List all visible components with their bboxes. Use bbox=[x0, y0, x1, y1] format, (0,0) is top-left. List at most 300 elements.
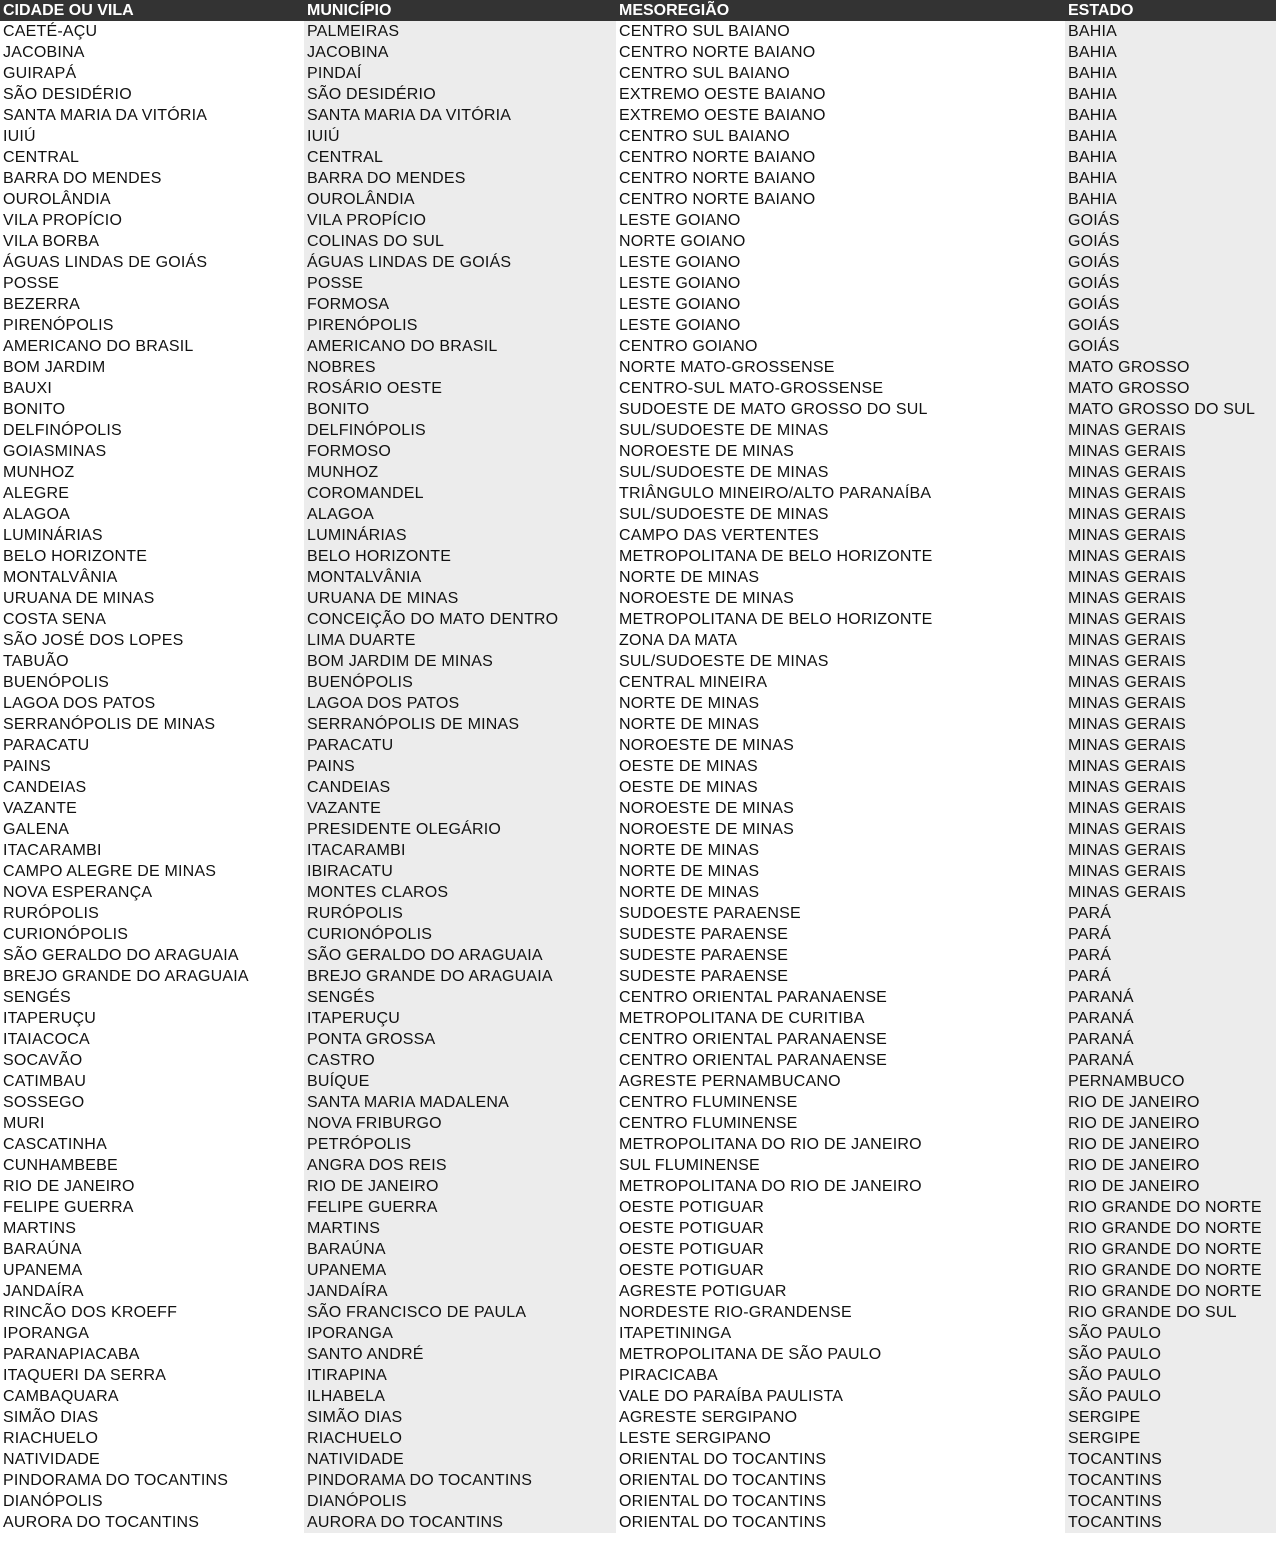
cell-mesoregiao: LESTE GOIANO bbox=[616, 252, 1065, 273]
cell-mesoregiao: NOROESTE DE MINAS bbox=[616, 735, 1065, 756]
cell-municipio: PAINS bbox=[304, 756, 616, 777]
cell-mesoregiao: CENTRO SUL BAIANO bbox=[616, 63, 1065, 84]
cell-cidade: LUMINÁRIAS bbox=[0, 525, 304, 546]
cell-mesoregiao: NOROESTE DE MINAS bbox=[616, 588, 1065, 609]
cell-estado: GOIÁS bbox=[1065, 231, 1276, 252]
cell-cidade: PAINS bbox=[0, 756, 304, 777]
table-row bbox=[0, 147, 1276, 168]
cell-cidade: ALAGOA bbox=[0, 504, 304, 525]
cell-cidade: OUROLÂNDIA bbox=[0, 189, 304, 210]
cell-municipio: NOBRES bbox=[304, 357, 616, 378]
cell-municipio: BUENÓPOLIS bbox=[304, 672, 616, 693]
cell-cidade: ITAQUERI DA SERRA bbox=[0, 1365, 304, 1386]
cell-estado: RIO GRANDE DO SUL bbox=[1065, 1302, 1276, 1323]
cell-estado: BAHIA bbox=[1065, 42, 1276, 63]
cell-estado: MINAS GERAIS bbox=[1065, 504, 1276, 525]
cell-mesoregiao: CENTRO ORIENTAL PARANAENSE bbox=[616, 1029, 1065, 1050]
cell-mesoregiao: CENTRO ORIENTAL PARANAENSE bbox=[616, 1050, 1065, 1071]
cell-cidade: IUIÚ bbox=[0, 126, 304, 147]
table-row bbox=[0, 189, 1276, 210]
cell-cidade: CATIMBAU bbox=[0, 1071, 304, 1092]
table-row bbox=[0, 126, 1276, 147]
cell-mesoregiao: AGRESTE POTIGUAR bbox=[616, 1281, 1065, 1302]
table-row bbox=[0, 1491, 1276, 1512]
cell-estado: TOCANTINS bbox=[1065, 1470, 1276, 1491]
cell-cidade: BEZERRA bbox=[0, 294, 304, 315]
cell-municipio: JACOBINA bbox=[304, 42, 616, 63]
cell-mesoregiao: SUDOESTE PARAENSE bbox=[616, 903, 1065, 924]
cell-estado: RIO DE JANEIRO bbox=[1065, 1134, 1276, 1155]
cell-estado: PARÁ bbox=[1065, 924, 1276, 945]
cell-estado: SÃO PAULO bbox=[1065, 1365, 1276, 1386]
cell-estado: MINAS GERAIS bbox=[1065, 840, 1276, 861]
table-row bbox=[0, 420, 1276, 441]
cell-municipio: MUNHOZ bbox=[304, 462, 616, 483]
cell-estado: RIO DE JANEIRO bbox=[1065, 1176, 1276, 1197]
cell-municipio: VAZANTE bbox=[304, 798, 616, 819]
cell-estado: MINAS GERAIS bbox=[1065, 630, 1276, 651]
cell-mesoregiao: NOROESTE DE MINAS bbox=[616, 798, 1065, 819]
cell-municipio: BARRA DO MENDES bbox=[304, 168, 616, 189]
table-row bbox=[0, 1428, 1276, 1449]
cell-municipio: PONTA GROSSA bbox=[304, 1029, 616, 1050]
cell-cidade: MURI bbox=[0, 1113, 304, 1134]
cell-cidade: PARANAPIACABA bbox=[0, 1344, 304, 1365]
table-row bbox=[0, 861, 1276, 882]
cell-cidade: TABUÃO bbox=[0, 651, 304, 672]
table-row bbox=[0, 1092, 1276, 1113]
cell-municipio: VILA PROPÍCIO bbox=[304, 210, 616, 231]
cell-mesoregiao: SUDESTE PARAENSE bbox=[616, 966, 1065, 987]
cell-cidade: AMERICANO DO BRASIL bbox=[0, 336, 304, 357]
cell-mesoregiao: SUL/SUDOESTE DE MINAS bbox=[616, 462, 1065, 483]
cell-estado: GOIÁS bbox=[1065, 252, 1276, 273]
cell-municipio: SÃO GERALDO DO ARAGUAIA bbox=[304, 945, 616, 966]
cell-mesoregiao: CENTRO FLUMINENSE bbox=[616, 1092, 1065, 1113]
header-cidade-ou-vila: CIDADE OU VILA bbox=[0, 0, 304, 21]
table-row bbox=[0, 1239, 1276, 1260]
table-header bbox=[0, 0, 1276, 21]
cell-mesoregiao: LESTE GOIANO bbox=[616, 294, 1065, 315]
cell-municipio: SENGÉS bbox=[304, 987, 616, 1008]
cell-municipio: UPANEMA bbox=[304, 1260, 616, 1281]
cell-mesoregiao: NORTE GOIANO bbox=[616, 231, 1065, 252]
table-row bbox=[0, 462, 1276, 483]
cell-estado: BAHIA bbox=[1065, 147, 1276, 168]
table-row bbox=[0, 1071, 1276, 1092]
cell-estado: MINAS GERAIS bbox=[1065, 819, 1276, 840]
table-row bbox=[0, 1512, 1276, 1533]
cell-estado: BAHIA bbox=[1065, 126, 1276, 147]
cell-municipio: BELO HORIZONTE bbox=[304, 546, 616, 567]
cell-mesoregiao: CENTRO-SUL MATO-GROSSENSE bbox=[616, 378, 1065, 399]
cell-estado: TOCANTINS bbox=[1065, 1449, 1276, 1470]
table-row bbox=[0, 840, 1276, 861]
table-row bbox=[0, 672, 1276, 693]
cell-estado: MINAS GERAIS bbox=[1065, 441, 1276, 462]
cell-municipio: LIMA DUARTE bbox=[304, 630, 616, 651]
cell-mesoregiao: ORIENTAL DO TOCANTINS bbox=[616, 1470, 1065, 1491]
cell-municipio: AURORA DO TOCANTINS bbox=[304, 1512, 616, 1533]
cell-estado: BAHIA bbox=[1065, 189, 1276, 210]
cell-cidade: ITAIACOCA bbox=[0, 1029, 304, 1050]
cell-cidade: FELIPE GUERRA bbox=[0, 1197, 304, 1218]
cell-estado: PARANÁ bbox=[1065, 1050, 1276, 1071]
table-row bbox=[0, 84, 1276, 105]
cell-cidade: PIRENÓPOLIS bbox=[0, 315, 304, 336]
table-row bbox=[0, 546, 1276, 567]
cell-cidade: BOM JARDIM bbox=[0, 357, 304, 378]
cell-mesoregiao: LESTE SERGIPANO bbox=[616, 1428, 1065, 1449]
table-row bbox=[0, 1365, 1276, 1386]
cell-mesoregiao: CENTRO SUL BAIANO bbox=[616, 21, 1065, 42]
cell-estado: BAHIA bbox=[1065, 63, 1276, 84]
table-row bbox=[0, 1260, 1276, 1281]
cell-municipio: LAGOA DOS PATOS bbox=[304, 693, 616, 714]
cell-municipio: ÁGUAS LINDAS DE GOIÁS bbox=[304, 252, 616, 273]
cell-mesoregiao: OESTE POTIGUAR bbox=[616, 1239, 1065, 1260]
table-row bbox=[0, 504, 1276, 525]
table-row bbox=[0, 798, 1276, 819]
cell-estado: SÃO PAULO bbox=[1065, 1386, 1276, 1407]
cell-municipio: SERRANÓPOLIS DE MINAS bbox=[304, 714, 616, 735]
cell-estado: BAHIA bbox=[1065, 21, 1276, 42]
cell-municipio: PALMEIRAS bbox=[304, 21, 616, 42]
cell-estado: RIO DE JANEIRO bbox=[1065, 1092, 1276, 1113]
cell-mesoregiao: METROPOLITANA DE SÃO PAULO bbox=[616, 1344, 1065, 1365]
cell-mesoregiao: METROPOLITANA DE BELO HORIZONTE bbox=[616, 609, 1065, 630]
cell-municipio: COLINAS DO SUL bbox=[304, 231, 616, 252]
cell-municipio: PIRENÓPOLIS bbox=[304, 315, 616, 336]
table-row bbox=[0, 777, 1276, 798]
table-row bbox=[0, 1197, 1276, 1218]
cell-estado: RIO GRANDE DO NORTE bbox=[1065, 1239, 1276, 1260]
cell-cidade: LAGOA DOS PATOS bbox=[0, 693, 304, 714]
cell-municipio: CENTRAL bbox=[304, 147, 616, 168]
cell-mesoregiao: OESTE DE MINAS bbox=[616, 777, 1065, 798]
cell-municipio: SANTO ANDRÉ bbox=[304, 1344, 616, 1365]
cell-estado: GOIÁS bbox=[1065, 336, 1276, 357]
cell-mesoregiao: CENTRO NORTE BAIANO bbox=[616, 168, 1065, 189]
cell-municipio: ANGRA DOS REIS bbox=[304, 1155, 616, 1176]
cell-estado: MINAS GERAIS bbox=[1065, 798, 1276, 819]
cell-mesoregiao: NORDESTE RIO-GRANDENSE bbox=[616, 1302, 1065, 1323]
cell-mesoregiao: AGRESTE SERGIPANO bbox=[616, 1407, 1065, 1428]
cell-mesoregiao: CENTRO NORTE BAIANO bbox=[616, 189, 1065, 210]
cell-municipio: ILHABELA bbox=[304, 1386, 616, 1407]
cell-estado: SÃO PAULO bbox=[1065, 1344, 1276, 1365]
cell-cidade: BELO HORIZONTE bbox=[0, 546, 304, 567]
cell-municipio: FORMOSO bbox=[304, 441, 616, 462]
table-row bbox=[0, 966, 1276, 987]
cell-cidade: CURIONÓPOLIS bbox=[0, 924, 304, 945]
cell-cidade: RIACHUELO bbox=[0, 1428, 304, 1449]
cell-estado: BAHIA bbox=[1065, 84, 1276, 105]
table-row bbox=[0, 1050, 1276, 1071]
cell-estado: RIO DE JANEIRO bbox=[1065, 1155, 1276, 1176]
table-row bbox=[0, 1176, 1276, 1197]
cell-mesoregiao: SUL/SUDOESTE DE MINAS bbox=[616, 504, 1065, 525]
cell-municipio: BREJO GRANDE DO ARAGUAIA bbox=[304, 966, 616, 987]
header-row bbox=[0, 0, 1276, 21]
cell-municipio: COROMANDEL bbox=[304, 483, 616, 504]
cell-mesoregiao: NOROESTE DE MINAS bbox=[616, 819, 1065, 840]
table-row bbox=[0, 315, 1276, 336]
cell-cidade: JACOBINA bbox=[0, 42, 304, 63]
cell-cidade: COSTA SENA bbox=[0, 609, 304, 630]
cell-municipio: CURIONÓPOLIS bbox=[304, 924, 616, 945]
cell-estado: MINAS GERAIS bbox=[1065, 420, 1276, 441]
cell-estado: PERNAMBUCO bbox=[1065, 1071, 1276, 1092]
cell-estado: PARÁ bbox=[1065, 966, 1276, 987]
cell-municipio: SÃO FRANCISCO DE PAULA bbox=[304, 1302, 616, 1323]
cell-estado: MINAS GERAIS bbox=[1065, 609, 1276, 630]
cell-cidade: DIANÓPOLIS bbox=[0, 1491, 304, 1512]
header-mesoregiao: MESOREGIÃO bbox=[616, 0, 1065, 21]
cell-cidade: ITACARAMBI bbox=[0, 840, 304, 861]
table-row bbox=[0, 903, 1276, 924]
cell-municipio: SIMÃO DIAS bbox=[304, 1407, 616, 1428]
cell-municipio: PARACATU bbox=[304, 735, 616, 756]
cell-estado: MINAS GERAIS bbox=[1065, 777, 1276, 798]
cell-mesoregiao: SUL/SUDOESTE DE MINAS bbox=[616, 651, 1065, 672]
cell-cidade: GOIASMINAS bbox=[0, 441, 304, 462]
cell-cidade: BAUXI bbox=[0, 378, 304, 399]
cell-municipio: CONCEIÇÃO DO MATO DENTRO bbox=[304, 609, 616, 630]
cell-mesoregiao: NORTE DE MINAS bbox=[616, 840, 1065, 861]
table-row bbox=[0, 1386, 1276, 1407]
cell-municipio: PRESIDENTE OLEGÁRIO bbox=[304, 819, 616, 840]
cell-estado: MATO GROSSO bbox=[1065, 357, 1276, 378]
cell-estado: MATO GROSSO DO SUL bbox=[1065, 399, 1276, 420]
table-row bbox=[0, 63, 1276, 84]
cell-mesoregiao: METROPOLITANA DE BELO HORIZONTE bbox=[616, 546, 1065, 567]
cell-mesoregiao: SUDOESTE DE MATO GROSSO DO SUL bbox=[616, 399, 1065, 420]
table-row bbox=[0, 1134, 1276, 1155]
cell-cidade: SÃO DESIDÉRIO bbox=[0, 84, 304, 105]
table-row bbox=[0, 1008, 1276, 1029]
cell-estado: MATO GROSSO bbox=[1065, 378, 1276, 399]
cell-estado: MINAS GERAIS bbox=[1065, 483, 1276, 504]
table-row bbox=[0, 1302, 1276, 1323]
cell-cidade: GUIRAPÁ bbox=[0, 63, 304, 84]
cell-municipio: IPORANGA bbox=[304, 1323, 616, 1344]
cell-municipio: MARTINS bbox=[304, 1218, 616, 1239]
cell-mesoregiao: CENTRO ORIENTAL PARANAENSE bbox=[616, 987, 1065, 1008]
cell-cidade: SENGÉS bbox=[0, 987, 304, 1008]
cell-cidade: AURORA DO TOCANTINS bbox=[0, 1512, 304, 1533]
cell-mesoregiao: SUDESTE PARAENSE bbox=[616, 924, 1065, 945]
cell-cidade: CAMBAQUARA bbox=[0, 1386, 304, 1407]
header-estado: ESTADO bbox=[1065, 0, 1276, 21]
cell-estado: SERGIPE bbox=[1065, 1428, 1276, 1449]
cell-mesoregiao: ORIENTAL DO TOCANTINS bbox=[616, 1449, 1065, 1470]
table-row bbox=[0, 1281, 1276, 1302]
cell-cidade: BREJO GRANDE DO ARAGUAIA bbox=[0, 966, 304, 987]
cell-municipio: BONITO bbox=[304, 399, 616, 420]
cell-municipio: NATIVIDADE bbox=[304, 1449, 616, 1470]
cell-cidade: RIO DE JANEIRO bbox=[0, 1176, 304, 1197]
table-row bbox=[0, 1155, 1276, 1176]
table-row bbox=[0, 567, 1276, 588]
cell-municipio: RURÓPOLIS bbox=[304, 903, 616, 924]
cell-cidade: BUENÓPOLIS bbox=[0, 672, 304, 693]
table-row bbox=[0, 21, 1276, 42]
cell-municipio: OUROLÂNDIA bbox=[304, 189, 616, 210]
table-row bbox=[0, 336, 1276, 357]
cell-cidade: SERRANÓPOLIS DE MINAS bbox=[0, 714, 304, 735]
table-row bbox=[0, 693, 1276, 714]
cell-mesoregiao: NORTE DE MINAS bbox=[616, 693, 1065, 714]
cell-mesoregiao: CENTRO SUL BAIANO bbox=[616, 126, 1065, 147]
cell-estado: MINAS GERAIS bbox=[1065, 546, 1276, 567]
table-row bbox=[0, 441, 1276, 462]
cell-cidade: CAETÉ-AÇU bbox=[0, 21, 304, 42]
cell-cidade: SIMÃO DIAS bbox=[0, 1407, 304, 1428]
cell-cidade: CASCATINHA bbox=[0, 1134, 304, 1155]
cell-mesoregiao: SUL FLUMINENSE bbox=[616, 1155, 1065, 1176]
cell-municipio: ITACARAMBI bbox=[304, 840, 616, 861]
cell-mesoregiao: CENTRO GOIANO bbox=[616, 336, 1065, 357]
cell-mesoregiao: NORTE DE MINAS bbox=[616, 714, 1065, 735]
cell-estado: GOIÁS bbox=[1065, 315, 1276, 336]
cell-cidade: MUNHOZ bbox=[0, 462, 304, 483]
cell-cidade: URUANA DE MINAS bbox=[0, 588, 304, 609]
cell-cidade: VAZANTE bbox=[0, 798, 304, 819]
cell-estado: SERGIPE bbox=[1065, 1407, 1276, 1428]
cell-cidade: ALEGRE bbox=[0, 483, 304, 504]
cell-estado: BAHIA bbox=[1065, 168, 1276, 189]
table-row bbox=[0, 525, 1276, 546]
table-row bbox=[0, 273, 1276, 294]
table-row bbox=[0, 1470, 1276, 1491]
cell-mesoregiao: CENTRAL MINEIRA bbox=[616, 672, 1065, 693]
cell-mesoregiao: NORTE DE MINAS bbox=[616, 861, 1065, 882]
cell-municipio: RIO DE JANEIRO bbox=[304, 1176, 616, 1197]
cell-municipio: BUÍQUE bbox=[304, 1071, 616, 1092]
cell-municipio: NOVA FRIBURGO bbox=[304, 1113, 616, 1134]
table-row bbox=[0, 987, 1276, 1008]
cell-cidade: VILA PROPÍCIO bbox=[0, 210, 304, 231]
cell-municipio: FORMOSA bbox=[304, 294, 616, 315]
cell-estado: PARÁ bbox=[1065, 903, 1276, 924]
cell-mesoregiao: NORTE DE MINAS bbox=[616, 567, 1065, 588]
cell-cidade: CUNHAMBEBE bbox=[0, 1155, 304, 1176]
cell-cidade: POSSE bbox=[0, 273, 304, 294]
cell-municipio: CASTRO bbox=[304, 1050, 616, 1071]
table-row bbox=[0, 1344, 1276, 1365]
header-municipio: MUNICÍPIO bbox=[304, 0, 616, 21]
cell-estado: MINAS GERAIS bbox=[1065, 651, 1276, 672]
cell-cidade: RURÓPOLIS bbox=[0, 903, 304, 924]
table-row bbox=[0, 630, 1276, 651]
cell-cidade: ÁGUAS LINDAS DE GOIÁS bbox=[0, 252, 304, 273]
table-row bbox=[0, 735, 1276, 756]
table-row bbox=[0, 756, 1276, 777]
table-row bbox=[0, 483, 1276, 504]
cell-estado: BAHIA bbox=[1065, 105, 1276, 126]
cell-estado: MINAS GERAIS bbox=[1065, 567, 1276, 588]
table-row bbox=[0, 42, 1276, 63]
cell-municipio: PINDORAMA DO TOCANTINS bbox=[304, 1470, 616, 1491]
cell-cidade: SÃO JOSÉ DOS LOPES bbox=[0, 630, 304, 651]
cell-mesoregiao: CENTRO NORTE BAIANO bbox=[616, 42, 1065, 63]
cell-mesoregiao: METROPOLITANA DO RIO DE JANEIRO bbox=[616, 1134, 1065, 1155]
cell-municipio: LUMINÁRIAS bbox=[304, 525, 616, 546]
table-row bbox=[0, 1323, 1276, 1344]
cell-municipio: PETRÓPOLIS bbox=[304, 1134, 616, 1155]
cell-municipio: DELFINÓPOLIS bbox=[304, 420, 616, 441]
cell-cidade: MONTALVÂNIA bbox=[0, 567, 304, 588]
cell-estado: GOIÁS bbox=[1065, 294, 1276, 315]
cell-cidade: NOVA ESPERANÇA bbox=[0, 882, 304, 903]
cell-estado: MINAS GERAIS bbox=[1065, 693, 1276, 714]
cell-cidade: GALENA bbox=[0, 819, 304, 840]
cell-mesoregiao: METROPOLITANA DE CURITIBA bbox=[616, 1008, 1065, 1029]
cell-mesoregiao: NORTE MATO-GROSSENSE bbox=[616, 357, 1065, 378]
cell-mesoregiao: OESTE POTIGUAR bbox=[616, 1197, 1065, 1218]
table-row bbox=[0, 231, 1276, 252]
cell-cidade: RINCÃO DOS KROEFF bbox=[0, 1302, 304, 1323]
cell-mesoregiao: CENTRO FLUMINENSE bbox=[616, 1113, 1065, 1134]
cell-municipio: MONTALVÂNIA bbox=[304, 567, 616, 588]
cell-estado: PARANÁ bbox=[1065, 1029, 1276, 1050]
cell-municipio: AMERICANO DO BRASIL bbox=[304, 336, 616, 357]
table-row bbox=[0, 294, 1276, 315]
cell-estado: MINAS GERAIS bbox=[1065, 861, 1276, 882]
table-row bbox=[0, 168, 1276, 189]
cell-estado: MINAS GERAIS bbox=[1065, 462, 1276, 483]
cell-municipio: POSSE bbox=[304, 273, 616, 294]
table-row bbox=[0, 210, 1276, 231]
table-row bbox=[0, 945, 1276, 966]
cell-estado: RIO GRANDE DO NORTE bbox=[1065, 1260, 1276, 1281]
table-row bbox=[0, 1218, 1276, 1239]
cell-municipio: URUANA DE MINAS bbox=[304, 588, 616, 609]
cell-cidade: CANDEIAS bbox=[0, 777, 304, 798]
cell-municipio: SÃO DESIDÉRIO bbox=[304, 84, 616, 105]
table-row bbox=[0, 714, 1276, 735]
cell-municipio: RIACHUELO bbox=[304, 1428, 616, 1449]
table-row bbox=[0, 1407, 1276, 1428]
cell-cidade: SANTA MARIA DA VITÓRIA bbox=[0, 105, 304, 126]
cell-estado: RIO GRANDE DO NORTE bbox=[1065, 1197, 1276, 1218]
cell-estado: MINAS GERAIS bbox=[1065, 735, 1276, 756]
cell-municipio: ROSÁRIO OESTE bbox=[304, 378, 616, 399]
table-row bbox=[0, 1029, 1276, 1050]
cell-cidade: ITAPERUÇU bbox=[0, 1008, 304, 1029]
cell-mesoregiao: OESTE DE MINAS bbox=[616, 756, 1065, 777]
cell-mesoregiao: EXTREMO OESTE BAIANO bbox=[616, 84, 1065, 105]
cell-mesoregiao: CAMPO DAS VERTENTES bbox=[616, 525, 1065, 546]
cell-estado: RIO DE JANEIRO bbox=[1065, 1113, 1276, 1134]
cell-municipio: SANTA MARIA MADALENA bbox=[304, 1092, 616, 1113]
cell-cidade: SÃO GERALDO DO ARAGUAIA bbox=[0, 945, 304, 966]
cell-municipio: ITAPERUÇU bbox=[304, 1008, 616, 1029]
table-row bbox=[0, 1113, 1276, 1134]
cell-municipio: CANDEIAS bbox=[304, 777, 616, 798]
cell-mesoregiao: OESTE POTIGUAR bbox=[616, 1218, 1065, 1239]
cell-municipio: SANTA MARIA DA VITÓRIA bbox=[304, 105, 616, 126]
cell-municipio: IBIRACATU bbox=[304, 861, 616, 882]
cell-cidade: SOSSEGO bbox=[0, 1092, 304, 1113]
cell-cidade: PINDORAMA DO TOCANTINS bbox=[0, 1470, 304, 1491]
cell-mesoregiao: AGRESTE PERNAMBUCANO bbox=[616, 1071, 1065, 1092]
cell-mesoregiao: LESTE GOIANO bbox=[616, 315, 1065, 336]
cell-mesoregiao: OESTE POTIGUAR bbox=[616, 1260, 1065, 1281]
table-row bbox=[0, 378, 1276, 399]
cell-municipio: MONTES CLAROS bbox=[304, 882, 616, 903]
